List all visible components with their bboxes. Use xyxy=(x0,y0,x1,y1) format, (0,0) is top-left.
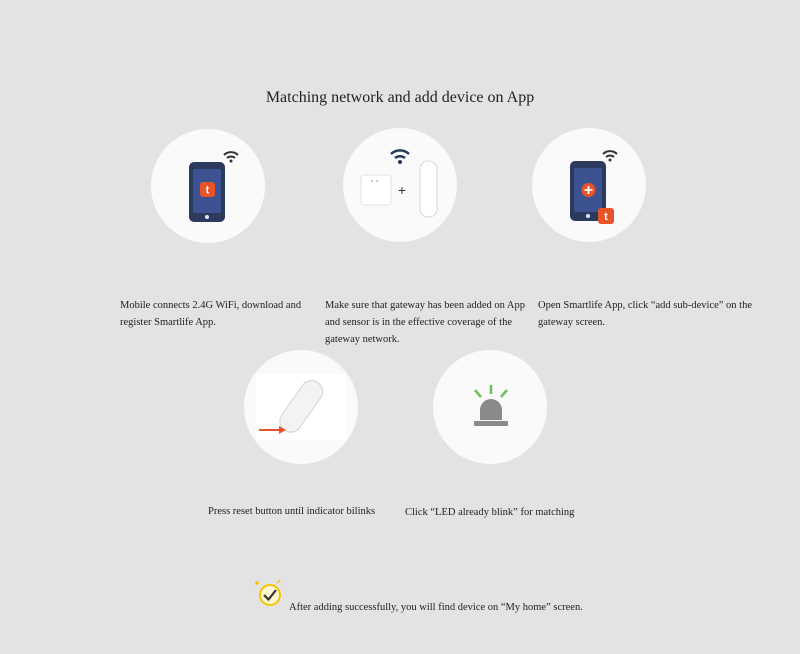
svg-text:+: + xyxy=(397,182,407,198)
step-2-caption: Make sure that gateway has been added on App and sensor is in the effective coverage of the gateway network. xyxy=(325,300,526,345)
phone-tuya-wifi-icon xyxy=(151,129,265,243)
step-4-caption: Press reset button until indicator bilinks xyxy=(208,506,376,517)
svg-text:t: t xyxy=(205,184,210,197)
sensor-reset-icon xyxy=(244,350,358,464)
page-title: Matching network and add device on App xyxy=(265,89,535,106)
gateway-sensor-icon xyxy=(343,128,457,242)
step-3-caption: Open Smartlife App, click “add sub-device” on the gateway screen. xyxy=(538,300,753,328)
check-icon xyxy=(253,579,283,609)
step-1-caption: Mobile connects 2.4G WiFi, download and register Smartlife App. xyxy=(120,300,302,328)
step-2-circle xyxy=(343,128,457,242)
step-3-circle xyxy=(532,128,646,242)
led-blink-icon xyxy=(433,350,547,464)
phone-add-device-icon xyxy=(532,128,646,242)
step-4-circle xyxy=(244,350,358,464)
step-5-circle xyxy=(433,350,547,464)
step-5-caption: Click “LED already blink” for matching xyxy=(405,507,575,518)
footer-note: After adding successfully, you will find device on “My home” screen. xyxy=(289,602,583,613)
step-1-circle xyxy=(151,129,265,243)
svg-text:t: t xyxy=(604,211,608,223)
